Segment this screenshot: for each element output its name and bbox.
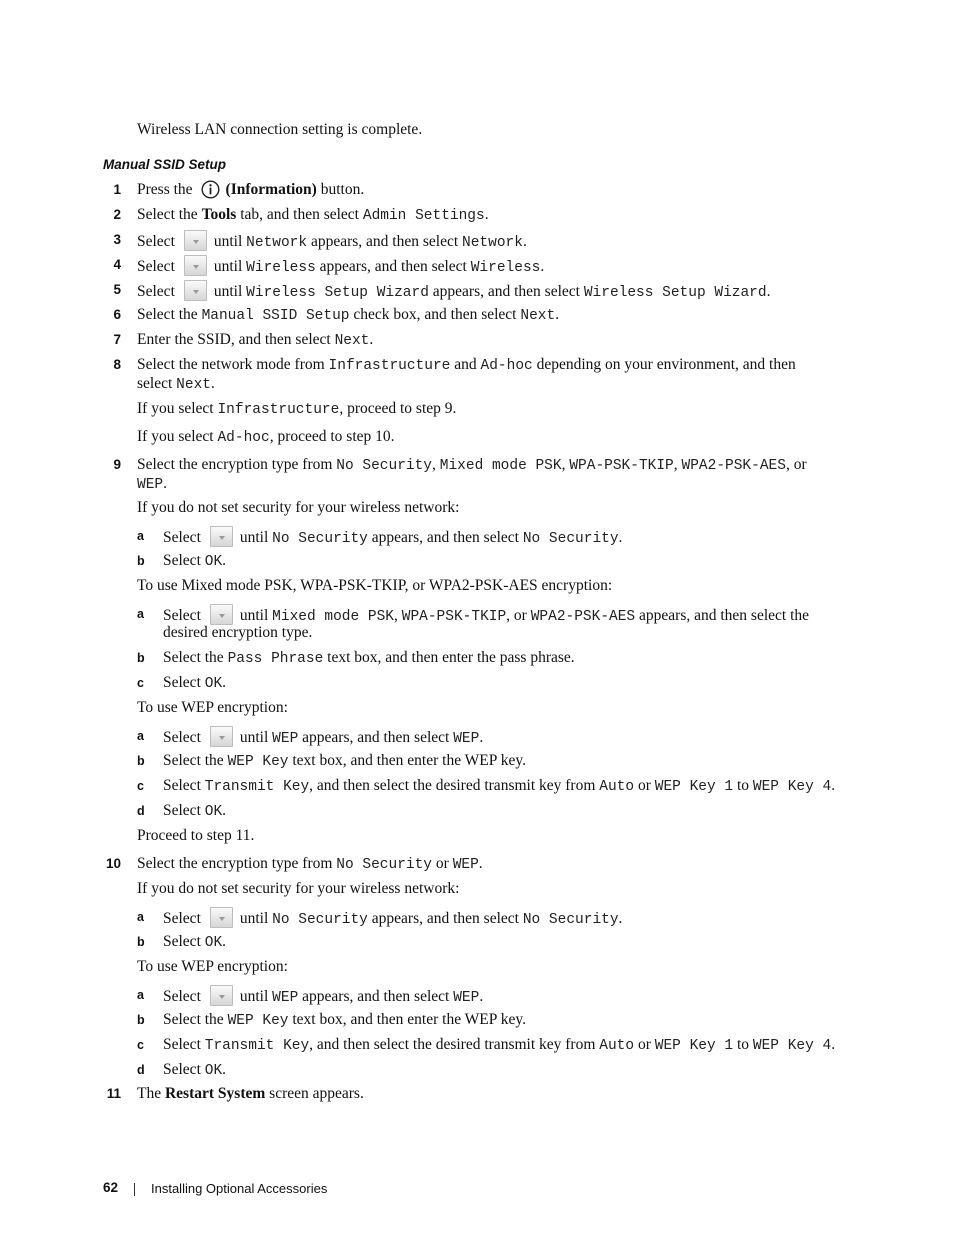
step-number: 3: [113, 232, 121, 247]
footer-title: Installing Optional Accessories: [151, 1181, 328, 1196]
step-number: 9: [113, 457, 121, 472]
scroll-button-icon: [210, 726, 233, 747]
substep-label: a: [137, 910, 144, 924]
substep-label: b: [137, 754, 145, 768]
step-4-text: Select until Wireless appears, and then select Wireless.: [137, 255, 544, 278]
page-number: 62: [103, 1180, 119, 1195]
scroll-button-icon: [210, 604, 233, 625]
substep-label: b: [137, 935, 145, 949]
step-9-text-cont: WEP.: [137, 475, 167, 493]
substep-label: c: [137, 779, 144, 793]
step-8-if-infrastructure: If you select Infrastructure, proceed to step 9.: [137, 400, 457, 418]
step-7-text: Enter the SSID, and then select Next.: [137, 331, 374, 349]
step-number: 1: [113, 182, 121, 197]
step-6-text: Select the Manual SSID Setup check box, and then select Next.: [137, 306, 560, 324]
substep-label: d: [137, 1063, 145, 1077]
step-10-no-security-intro: If you do not set security for your wireless network:: [137, 880, 460, 897]
step-10a-no-security: Select until No Security appears, and then select No Security.: [163, 907, 622, 930]
step-8-text: Select the network mode from Infrastructure and Ad-hoc depending on your environment, and then: [137, 356, 796, 374]
step-10-text: Select the encryption type from No Security or WEP.: [137, 855, 483, 873]
step-9b-pass-phrase: Select the Pass Phrase text box, and then enter the pass phrase.: [163, 649, 575, 667]
step-9c-transmit-key: Select Transmit Key, and then select the desired transmit key from Auto or WEP Key 1 to WEP Key 4.: [163, 777, 836, 795]
step-2-text: Select the Tools tab, and then select Admin Settings.: [137, 206, 489, 224]
information-icon: [201, 180, 220, 199]
substep-label: a: [137, 607, 144, 621]
substep-label: b: [137, 554, 145, 568]
substep-label: c: [137, 676, 144, 690]
step-9-text: Select the encryption type from No Security, Mixed mode PSK, WPA-PSK-TKIP, WPA2-PSK-AES, or: [137, 456, 807, 474]
substep-label: b: [137, 651, 145, 665]
step-8-if-adhoc: If you select Ad-hoc, proceed to step 10.: [137, 428, 395, 446]
step-10-wep-intro: To use WEP encryption:: [137, 958, 288, 975]
step-number: 7: [113, 332, 121, 347]
step-number: 10: [105, 856, 121, 871]
step-9a-wep: Select until WEP appears, and then select WEP.: [163, 726, 483, 749]
substep-label: a: [137, 988, 144, 1002]
step-9a-psk-cont: desired encryption type.: [163, 624, 313, 641]
scroll-button-icon: [184, 280, 207, 301]
step-number: 11: [106, 1086, 121, 1101]
step-9a-no-security: Select until No Security appears, and then select No Security.: [163, 526, 622, 549]
step-9-no-security-intro: If you do not set security for your wireless network:: [137, 499, 460, 516]
substep-label: d: [137, 804, 145, 818]
step-10c-transmit-key: Select Transmit Key, and then select the desired transmit key from Auto or WEP Key 1 to WEP Key 4.: [163, 1036, 836, 1054]
section-heading: Manual SSID Setup: [103, 157, 227, 172]
step-number: 5: [113, 282, 121, 297]
step-9b-wep-key: Select the WEP Key text box, and then enter the WEP key.: [163, 752, 526, 770]
footer-divider: [134, 1183, 135, 1196]
scroll-button-icon: [210, 907, 233, 928]
step-11-text: The Restart System screen appears.: [137, 1085, 364, 1102]
step-1-text: Press the (Information) button.: [137, 181, 365, 198]
step-9b-select-ok: Select OK.: [163, 552, 227, 570]
scroll-button-icon: [184, 230, 207, 251]
step-5-text: Select until Wireless Setup Wizard appears, and then select Wireless Setup Wizard.: [137, 280, 770, 303]
intro-text: Wireless LAN connection setting is complete.: [137, 121, 423, 138]
step-10b-select-ok: Select OK.: [163, 933, 227, 951]
step-9-psk-intro: To use Mixed mode PSK, WPA-PSK-TKIP, or WPA2-PSK-AES encryption:: [137, 577, 613, 594]
step-10a-wep: Select until WEP appears, and then select WEP.: [163, 985, 483, 1008]
step-9c-select-ok: Select OK.: [163, 674, 227, 692]
step-10d-select-ok: Select OK.: [163, 1061, 227, 1079]
substep-label: b: [137, 1013, 145, 1027]
substep-label: a: [137, 729, 144, 743]
step-9a-psk: Select until Mixed mode PSK, WPA-PSK-TKIP, or WPA2-PSK-AES appears, and then select the: [163, 604, 809, 627]
step-number: 8: [113, 357, 121, 372]
step-number: 2: [113, 207, 121, 222]
scroll-button-icon: [210, 985, 233, 1006]
step-10b-wep-key: Select the WEP Key text box, and then enter the WEP key.: [163, 1011, 526, 1029]
scroll-button-icon: [184, 255, 207, 276]
step-number: 4: [113, 257, 121, 272]
step-number: 6: [113, 307, 121, 322]
step-9d-select-ok: Select OK.: [163, 802, 227, 820]
substep-label: a: [137, 529, 144, 543]
step-3-text: Select until Network appears, and then select Network.: [137, 230, 527, 253]
substep-label: c: [137, 1038, 144, 1052]
step-9-wep-intro: To use WEP encryption:: [137, 699, 288, 716]
scroll-button-icon: [210, 526, 233, 547]
step-8-text-cont: select Next.: [137, 375, 215, 393]
step-9-proceed: Proceed to step 11.: [137, 827, 255, 844]
